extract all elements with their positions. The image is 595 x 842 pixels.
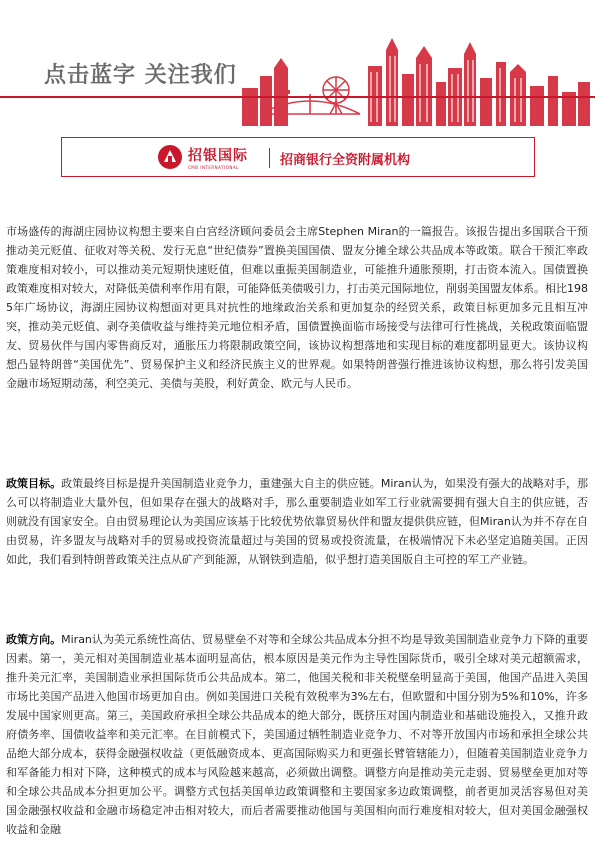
logo-name-cn: 招银国际 [188, 148, 248, 164]
policy-direction-text: Miran认为美元系统性高估、贸易壁垒不对等和全球公共品成本分担不均是导致美国制造业竞争力下降的重要因素。第一，美元相对美国制造业基本面明显高估，根本原因是美元作为主导性国际货币，吸引全球对美元超额需求，推升美元汇率，美国制造业承担国际货币公共品成本。第二，他国关税和非关税壁垒明显高于美国，他国产品进入美国市场比美国产品进入他国市场更加自由。例如美国进口关税有效税率为3%左右，但欧盟和中国分别为5%和10%，许多发展中国家则更高。第三，美国政府承担全球公共品成本的绝大部分，既挤压对国内制造业和基础设施投入，又推升政府债务率、国债收益率和美元汇率。在目前模式下，美国通过牺牲制造业竞争力、不对等开放国内市场和承担全球公共品绝大部分成本，获得金融强权收益（更低融资成本、更高国际购买力和更强长臂管辖能力），但随着美国制造业竞争力和军备能力相对下降，这种模式的成本与风险越来越高，必须做出调整。调整方向是推动美元走弱、贸易壁垒更加对等和全球公共品成本分担更加公平。调整方式包括美国单边政策调整和主要国家多边政策调整，前者更加灵活容易但对美国金融强权收益和金融市场稳定冲击相对较大，而后者需要推动他国与美国相向而行难度相对较大，但对美国金融强权收益和金融 [6, 633, 589, 836]
cmbi-logo-icon [157, 144, 183, 170]
paragraph-spacer [6, 586, 588, 630]
policy-goal-paragraph [6, 474, 588, 586]
banner-divider-line [0, 96, 595, 98]
intro-paragraph: 市场盛传的海湖庄园协议构想主要来自白宫经济顾问委员会主席Stephen Miran的一篇报告。该报告提出多国联合干预推动美元贬值、征收对等关税、发行无息“世纪债券”置换美国国债、盟友分摊全球公共品成本等政策。联合干预汇率政策难度相对较小，可以推动美元短期快速贬值，但难以重振美国制造业，可能推升通胀预期，打击资本流入。国债置换政策难度相对较大，对降低美债利率作用有限，可能降低美债吸引力，打击美元国际地位，削弱美国盟友体系。相比1985年广场协议，海湖庄园协议构想面对更具对抗性的地缘政治关系和更加复杂的经贸关系，政策目标更加多元且相互冲突，推动美元贬值、剥夺美债收益与维持美元地位相矛盾，国债置换面临市场接受与法律可行性挑战，关税政策面临盟友、贸易伙伴与国内零售商反对，通胀压力将限制政策空间，该协议构想落地和实现目标的难度都明显更大。该协议构想凸显特朗普“美国优先”、贸易保护主义和经济民族主义的世界观。如果特朗普强行推进该协议构想，那么将引发美国金融市场短期动荡，利空美元、美债与美股，利好黄金、欧元与人民币。 [6, 225, 588, 390]
city-skyline-illustration [240, 28, 595, 126]
article-body [6, 222, 588, 839]
cmbi-logo-banner [61, 137, 535, 177]
logo-divider [269, 148, 270, 168]
paragraph-spacer [6, 412, 588, 474]
policy-direction-paragraph [6, 630, 588, 839]
policy-direction-heading: 政策方向。 [6, 633, 62, 646]
policy-goal-text: 政策最终目标是提升美国制造业竞争力，重建强大自主的供应链。Miran认为，如果没有强大的战略对手，那么可以将制造业大量外包，但如果存在强大的战略对手，那么重要制造业如军工行业就需要拥有强大自主的供应链，否则就没有国家安全。自由贸易理论认为美国应该基于比较优势依靠贸易伙伴和盟友提供供应链，但Miran认为并不存在自由贸易，许多盟友与战略对手的贸易或投资流量超过与美国的贸易或投资流量，在极端情况下未必坚定追随美国。正因如此，我们看到特朗普政策关注点从矿产到能源，从钢铁到造船，似乎想打造美国版自主可控的军工产业链。 [6, 477, 589, 566]
banner-slogan: 点击蓝字 关注我们 [44, 63, 237, 88]
header-banner [0, 0, 595, 126]
logo-tagline: 招商银行全资附属机构 [280, 153, 411, 168]
policy-goal-heading: 政策目标。 [6, 477, 62, 490]
logo-name-en: CMB INTERNATIONAL [188, 165, 239, 170]
